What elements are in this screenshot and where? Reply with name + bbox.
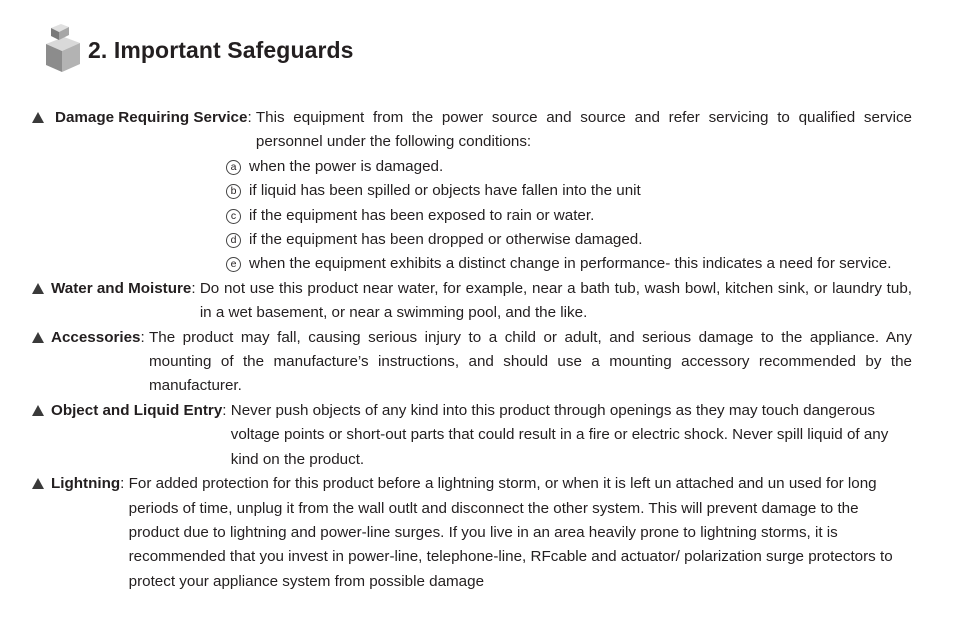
circled-letter-marker: e — [226, 257, 241, 272]
circled-letter-marker: a — [226, 160, 241, 175]
triangle-bullet-icon — [32, 332, 44, 343]
safeguard-object-and-liquid-entry — [32, 399, 912, 472]
entry-text: Never push objects of any kind into this product through openings as they may touch dangerous voltage points or short-out parts that could result in a fire or electric shock. Never spill liquid of any kind on the product. — [230, 401, 889, 468]
safeguard-damage-requiring-service — [32, 106, 912, 277]
entry-label: Object and Liquid Entry — [51, 401, 223, 419]
condition-item — [226, 155, 912, 179]
entry-label: Lightning — [51, 475, 121, 493]
circled-letter-marker: d — [226, 233, 241, 248]
triangle-bullet-icon — [32, 112, 44, 123]
condition-text: when the power is damaged. — [249, 157, 444, 175]
entry-text: For added protection for this product before a lightning storm, or when it is left un attached and un used for long periods of time, unplug it from the wall outlt and disconnect the other system. This will prevent damage to the product due to lightning and power-line surges. If you live in an area heavily prone to lightning storms, it is recommended that you invest in power-line, telephone-line, RFcable and actuator/ polarization surge protectors to protect your appliance system from possible damage — [128, 475, 893, 590]
entry-label: Damage Requiring Service — [55, 109, 248, 126]
page-title: 2. Important Safeguards — [88, 37, 354, 63]
entry-label: Water and Moisture — [51, 279, 192, 297]
entry-label: Accessories — [51, 328, 141, 346]
condition-text: if the equipment has been dropped or otherwise damaged. — [249, 231, 643, 249]
label-separator: : — [120, 475, 129, 493]
condition-item — [226, 252, 912, 276]
entry-text: The product may fall, causing serious injury to a child or adult, and serious damage to the appliance. Any mounting of the manufacture’s instructions, and should use a mounting accessory recommended by the manufacturer. — [148, 328, 912, 395]
condition-item — [226, 179, 912, 203]
condition-text: if liquid has been spilled or objects have fallen into the unit — [249, 182, 641, 200]
condition-item — [226, 228, 912, 252]
label-separator: : — [247, 109, 256, 126]
entry-text: Do not use this product near water, for example, near a bath tub, wash bowl, kitchen sink, or laundry tub, in a wet basement, or near a swimming pool, and the like. — [199, 279, 912, 322]
safeguard-water-and-moisture — [32, 277, 912, 326]
cube-icon — [42, 24, 82, 74]
triangle-bullet-icon — [32, 405, 44, 416]
circled-letter-marker: b — [226, 184, 241, 199]
label-separator: : — [222, 401, 231, 419]
condition-item — [226, 204, 912, 228]
safeguard-accessories — [32, 326, 912, 399]
condition-list — [32, 155, 912, 277]
triangle-bullet-icon — [32, 283, 44, 294]
entry-text: This equipment from the power source and source and refer servicing to qualified service personnel under the following conditions: — [255, 109, 912, 151]
condition-text: if the equipment has been exposed to rain or water. — [249, 206, 595, 224]
condition-text: when the equipment exhibits a distinct change in performance- this indicates a need for service. — [249, 255, 892, 273]
safeguards-list — [32, 106, 912, 594]
safeguard-lightning — [32, 472, 912, 594]
triangle-bullet-icon — [32, 478, 44, 489]
label-separator: : — [191, 279, 200, 297]
label-separator: : — [140, 328, 149, 346]
circled-letter-marker: c — [226, 209, 241, 224]
